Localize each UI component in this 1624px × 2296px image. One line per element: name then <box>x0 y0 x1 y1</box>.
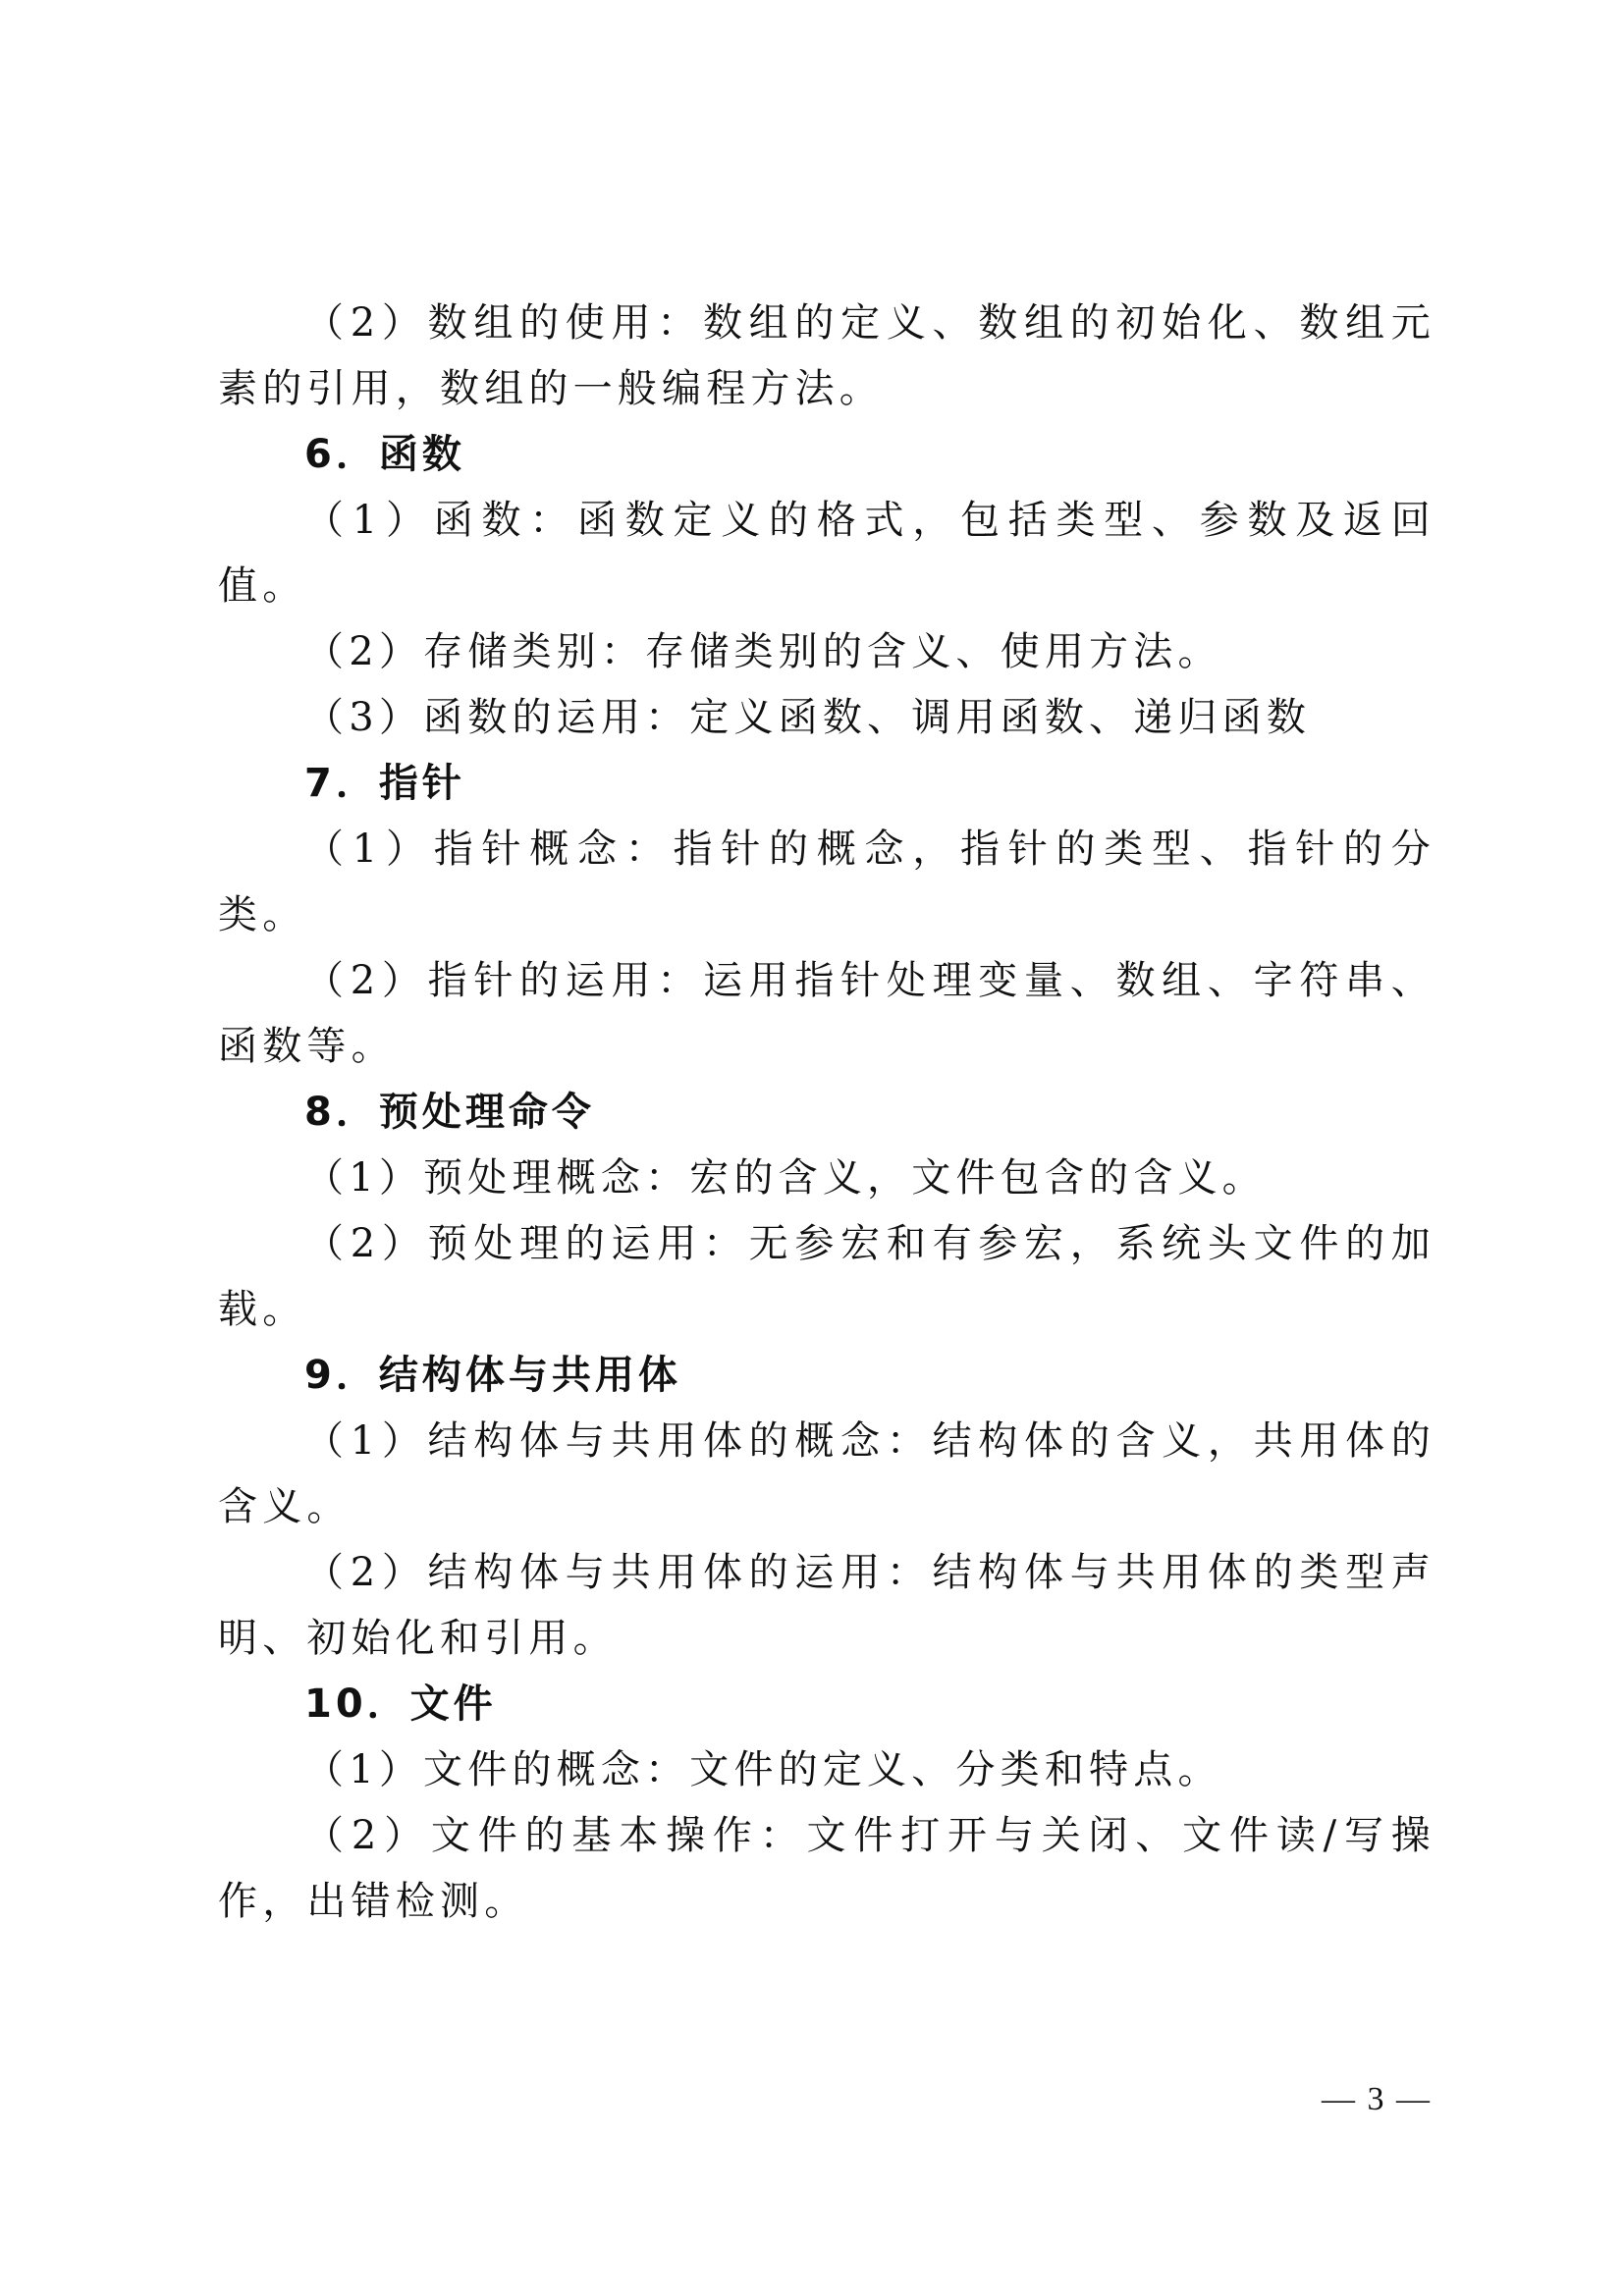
section-heading-structs-unions: 9．结构体与共用体 <box>304 1353 681 1398</box>
paragraph-pointer-usage: （2）指针的运用：运用指针处理变量、数组、字符串、函数等。 <box>218 958 1435 1069</box>
paragraph-struct-union-usage: （2）结构体与共用体的运用：结构体与共用体的类型声明、初始化和引用。 <box>218 1550 1435 1661</box>
section-heading-preprocessor: 8．预处理命令 <box>304 1090 595 1135</box>
paragraph-file-operations: （2）文件的基本操作：文件打开与关闭、文件读/写操作，出错检测。 <box>218 1813 1435 1924</box>
paragraph-preprocessor-usage: （2）预处理的运用：无参宏和有参宏，系统头文件的加载。 <box>218 1221 1435 1332</box>
section-heading-pointers: 7．指针 <box>304 761 465 806</box>
paragraph-function-definition: （1）函数：函数定义的格式，包括类型、参数及返回值。 <box>218 498 1435 609</box>
paragraph-struct-union-concept: （1）结构体与共用体的概念：结构体的含义，共用体的含义。 <box>218 1418 1435 1529</box>
paragraph-pointer-concept: （1）指针概念：指针的概念，指针的类型、指针的分类。 <box>218 827 1435 937</box>
paragraph-array-usage: （2）数组的使用：数组的定义、数组的初始化、数组元素的引用，数组的一般编程方法。 <box>218 300 1435 411</box>
paragraph-file-concept: （1）文件的概念：文件的定义、分类和特点。 <box>304 1747 1222 1792</box>
section-heading-functions: 6．函数 <box>304 432 465 477</box>
paragraph-function-usage: （3）函数的运用：定义函数、调用函数、递归函数 <box>304 695 1312 740</box>
section-heading-files: 10．文件 <box>304 1682 497 1727</box>
paragraph-storage-class: （2）存储类别：存储类别的含义、使用方法。 <box>304 629 1222 674</box>
document-body <box>218 291 1435 1935</box>
page-number: — 3 — <box>1322 2081 1432 2117</box>
paragraph-preprocessor-concept: （1）预处理概念：宏的含义，文件包含的含义。 <box>304 1155 1267 1201</box>
